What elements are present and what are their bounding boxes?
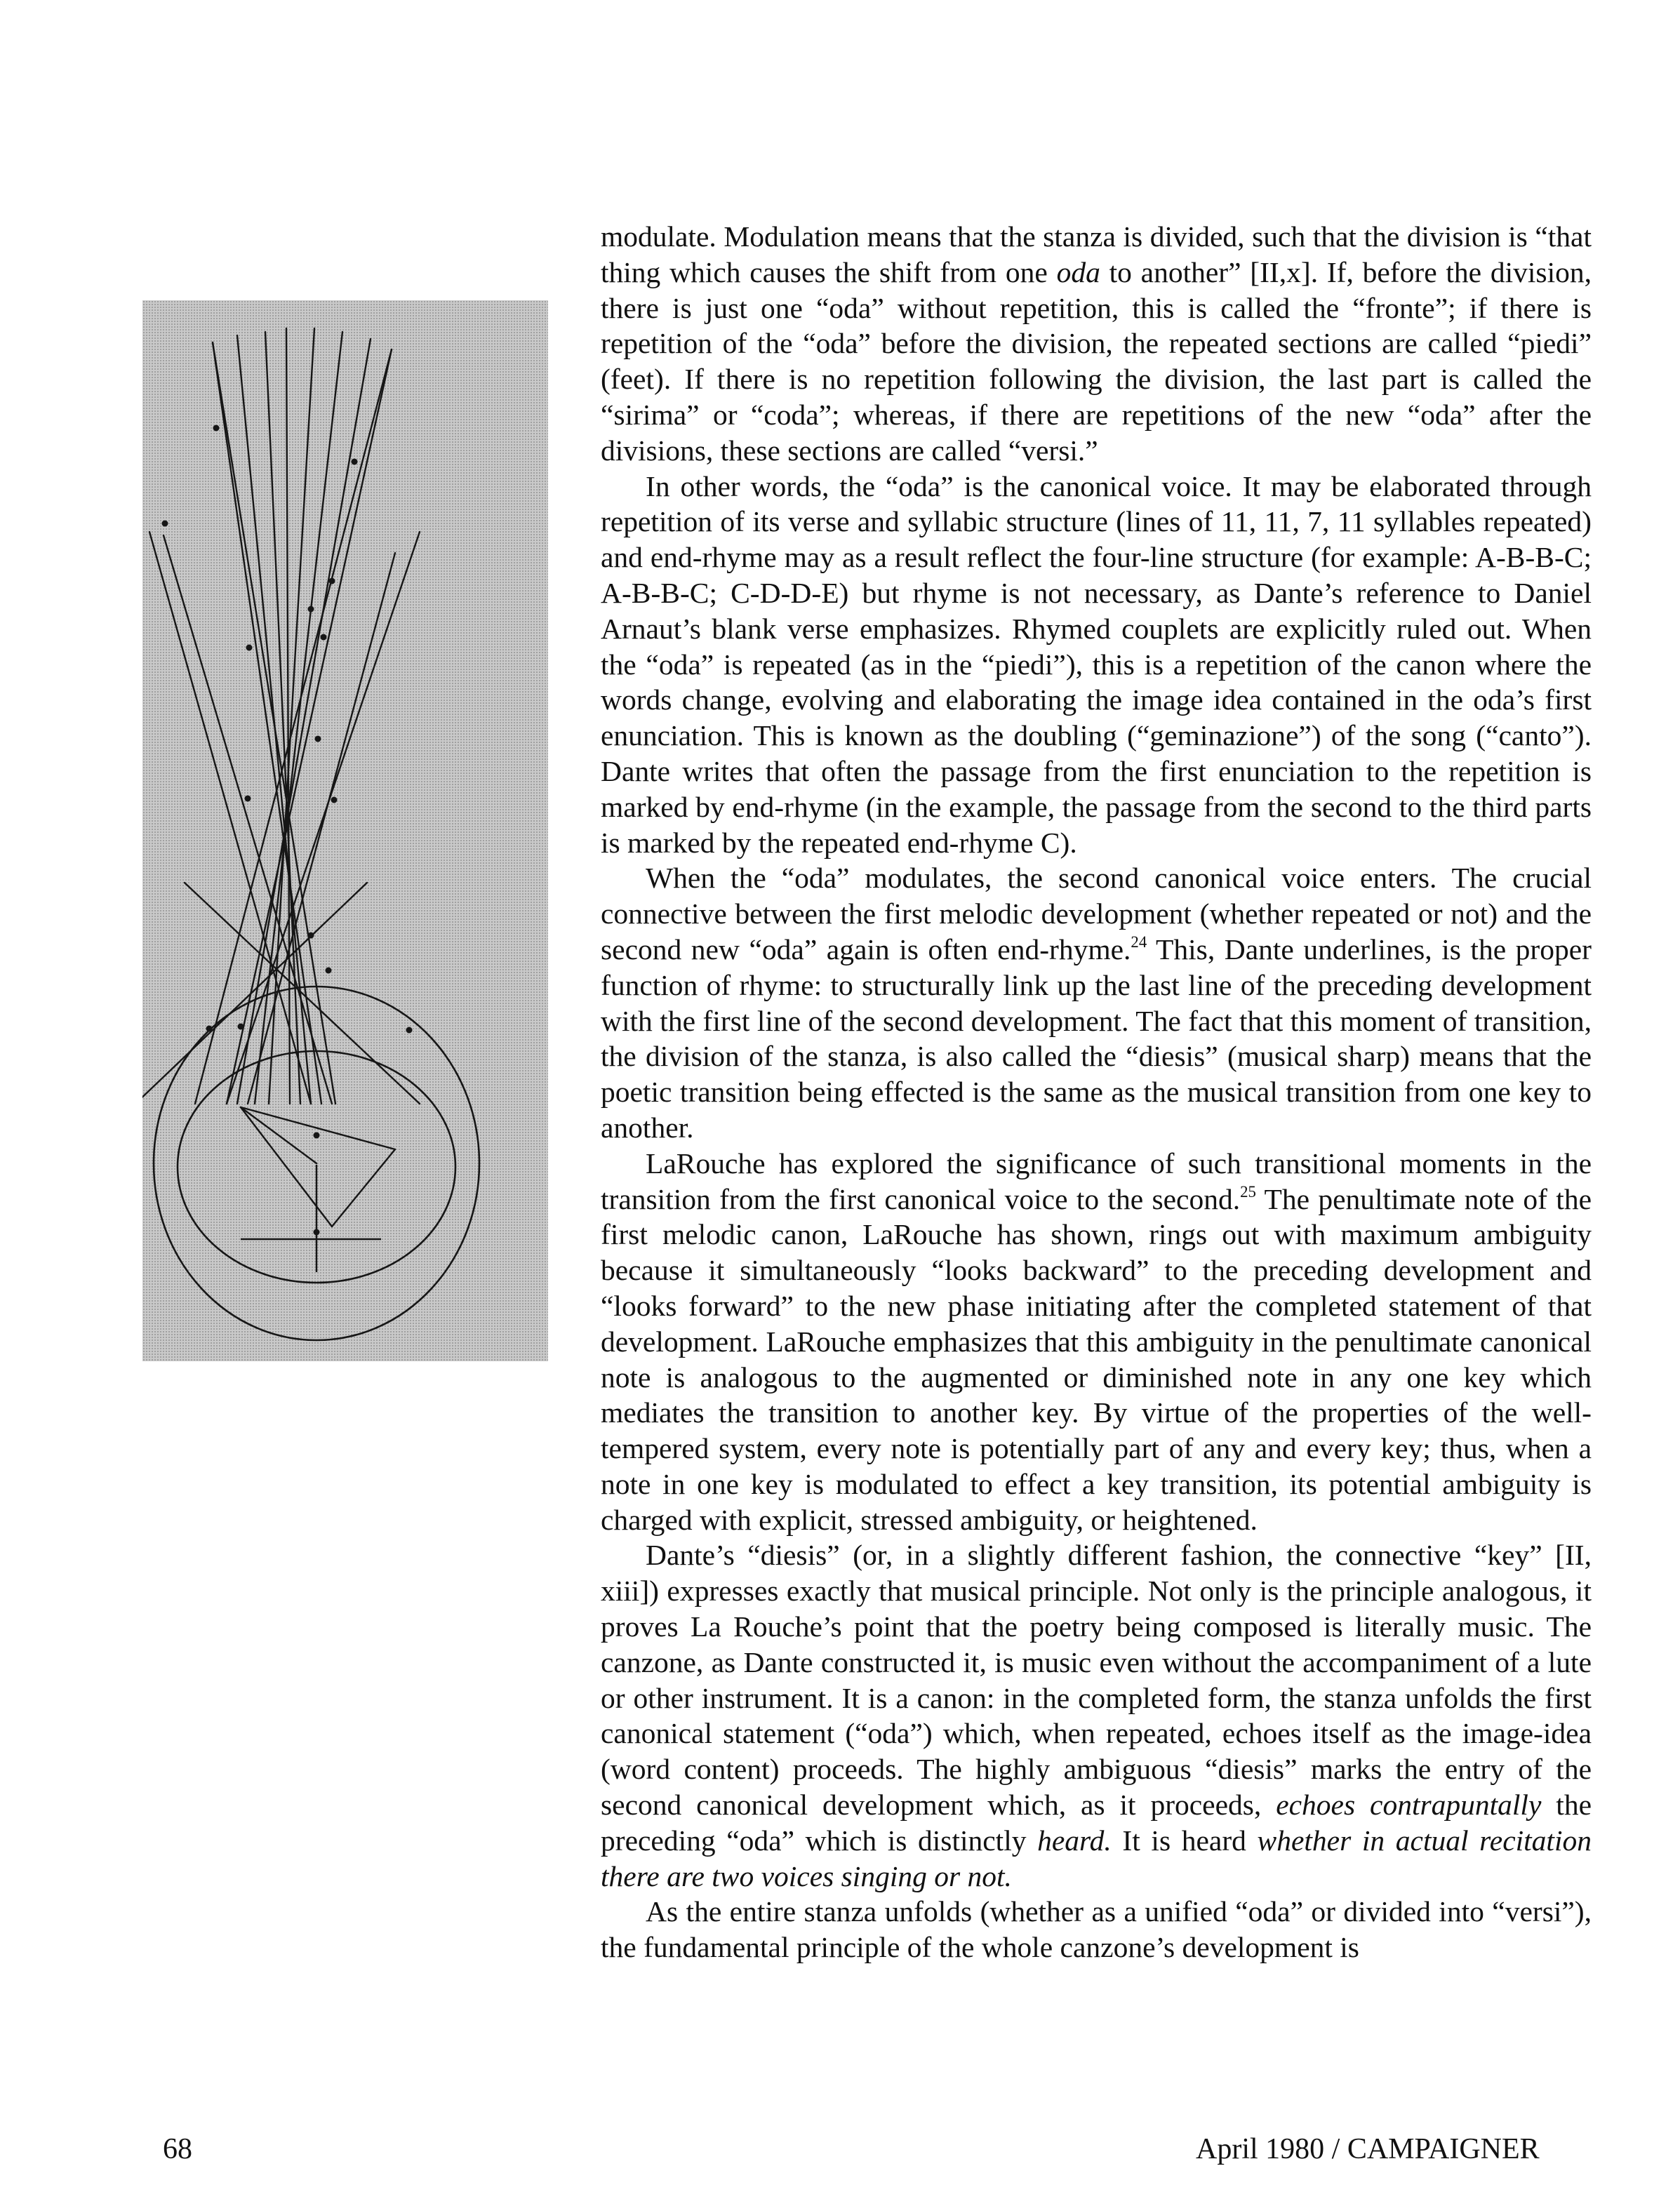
diagram-point [406, 1027, 413, 1034]
diagram-line [241, 1107, 332, 1227]
diagram-point [162, 521, 168, 527]
body-paragraph [601, 1894, 1592, 1965]
diagram-point [213, 425, 220, 432]
article-body [601, 219, 1592, 1965]
body-paragraph [601, 469, 1592, 861]
text-run: The penultimate note of the first melodic canon, LaRouche has shown, rings out with maximum ambiguity because it simultaneously “looks backward” to the preceding development and “looks forward” to the new phase initiating after the completed statement of that development. LaRouche emphasizes that this ambiguity in the penultimate canonical note is analogous to the augmented or diminished note in any one key which mediates the transition to another key. By virtue of the properties of the well-tempered system, every note is potentially part of any and every key; thus, when a note in one key is modulated to effect a key transition, its potential ambiguity is charged with explicit, stressed ambiguity, or heightened. [601, 1182, 1592, 1536]
diagram-point [238, 1024, 244, 1030]
italic-run: echoes contrapuntally [1276, 1789, 1542, 1822]
diagram-point [329, 578, 335, 584]
diagram-point [246, 645, 253, 651]
diagram-point [352, 459, 358, 465]
diagram-line [241, 1107, 395, 1149]
diagram-line [142, 883, 367, 1104]
diagram-line [164, 535, 332, 1104]
italic-run: oda [1056, 255, 1100, 288]
text-run: Dante’s “diesis” (or, in a slightly different fashion, the connective “key” [II, xiii]) expresses exactly that musical principle. Not only is the principle analogous, it proves La Rouche’s point that the poetry being composed is literally music. The canzone, as Dante constructed it, is music even without the accompaniment of a lute or other instrument. It is a canon: in the completed form, the stanza unfolds the first canonical statement (“oda”) which, when repeated, echoes itself as the image-idea (word content) proceeds. The highly ambiguous “diesis” marks the entry of the second canonical development which, as it proceeds, [601, 1539, 1592, 1822]
diagram-point [314, 1229, 320, 1236]
body-paragraph [601, 860, 1592, 1145]
footnote-ref: 25 [1240, 1182, 1256, 1201]
text-run: It is heard [1111, 1824, 1258, 1857]
text-run: LaRouche has explored the significance of such transitional moments in the transition from the first canonical voice to the second. [601, 1147, 1592, 1215]
diagram-line [195, 349, 392, 1104]
running-footer: April 1980 / CAMPAIGNER [1196, 2133, 1540, 2165]
diagram-point [321, 634, 327, 641]
diagram-line [227, 532, 420, 1104]
text-run: to another” [II,x]. If, before the division, there is just one “oda” without repetition, this is called the “fronte”; if there is repetition of the “oda” before the division, the repeated sections are called “piedi” (feet). If there is no repetition following the division, the last part is called the “sirima” or “coda”; whereas, if there are repetitions of the new “oda” after the divisions, these sections are called “versi.” [601, 255, 1592, 467]
text-run: This, Dante underlines, is the proper function of rhyme: to structurally link up the last line of the preceding development with the first line of the second development. The fact that this moment of transition, the division of the stanza, is also called the “diesis” (musical sharp) means that the poetic transition being effected is the same as the musical transition from one key to another. [601, 933, 1592, 1144]
text-run: When the “oda” modulates, the second canonical voice enters. The crucial connective between the first melodic development (whether repeated or not) and the second new “oda” again is often end-rhyme. [601, 862, 1592, 965]
diagram-line [241, 1107, 316, 1163]
diagram-line [213, 342, 335, 1104]
text-run: the preceding “oda” which is distinctly [601, 1789, 1592, 1857]
text-run: As the entire stanza unfolds (whether as a unified “oda” or divided into “versi”), the fundamental principle of the whole canzone’s development is [601, 1895, 1592, 1964]
italic-run: whether in actual recitation there are two voices singing or not. [601, 1824, 1592, 1892]
diagram-point [326, 968, 332, 974]
geometric-diagram-figure [142, 300, 548, 1361]
text-run: modulate. Modulation means that the stanza is divided, such that the division is “that thing which causes the shift from one [601, 220, 1592, 288]
diagram-point [308, 933, 314, 939]
body-paragraph [601, 1146, 1592, 1538]
diagram-line [227, 349, 392, 1104]
body-paragraph [601, 219, 1592, 469]
italic-run: heard. [1037, 1824, 1112, 1857]
diagram-point [331, 797, 338, 803]
diagram-point [314, 1132, 320, 1139]
diagram-point [315, 736, 321, 742]
footnote-ref: 24 [1131, 933, 1147, 951]
diagram-line [286, 328, 290, 1104]
page-number: 68 [163, 2133, 192, 2165]
diagram-line [332, 1149, 395, 1227]
diagram-point [245, 796, 251, 802]
diagram-drawing [142, 300, 548, 1361]
diagram-point [206, 1026, 213, 1032]
diagram-point [308, 606, 314, 613]
text-run: In other words, the “oda” is the canonical voice. It may be elaborated through repetition of its verse and syllabic structure (lines of 11, 11, 7, 11 syllables repeated) and end-rhyme may as a result reflect the four-line structure (for example: A-B-B-C; A-B-B-C; C-D-D-E) but rhyme is not necessary, as Dante’s reference to Daniel Arnaut’s blank verse emphasizes. Rhymed couplets are explicitly ruled out. When the “oda” is repeated (as in the “piedi”), this is a repetition of the canon where the words change, evolving and elaborating the image idea contained in the oda’s first enunciation. This is known as the doubling (“geminazione”) of the song (“canto”). Dante writes that often the passage from the first enunciation to the repetition is marked by end-rhyme (in the example, the passage from the second to the third parts is marked by the repeated end-rhyme C). [601, 469, 1592, 859]
body-paragraph [601, 1537, 1592, 1894]
